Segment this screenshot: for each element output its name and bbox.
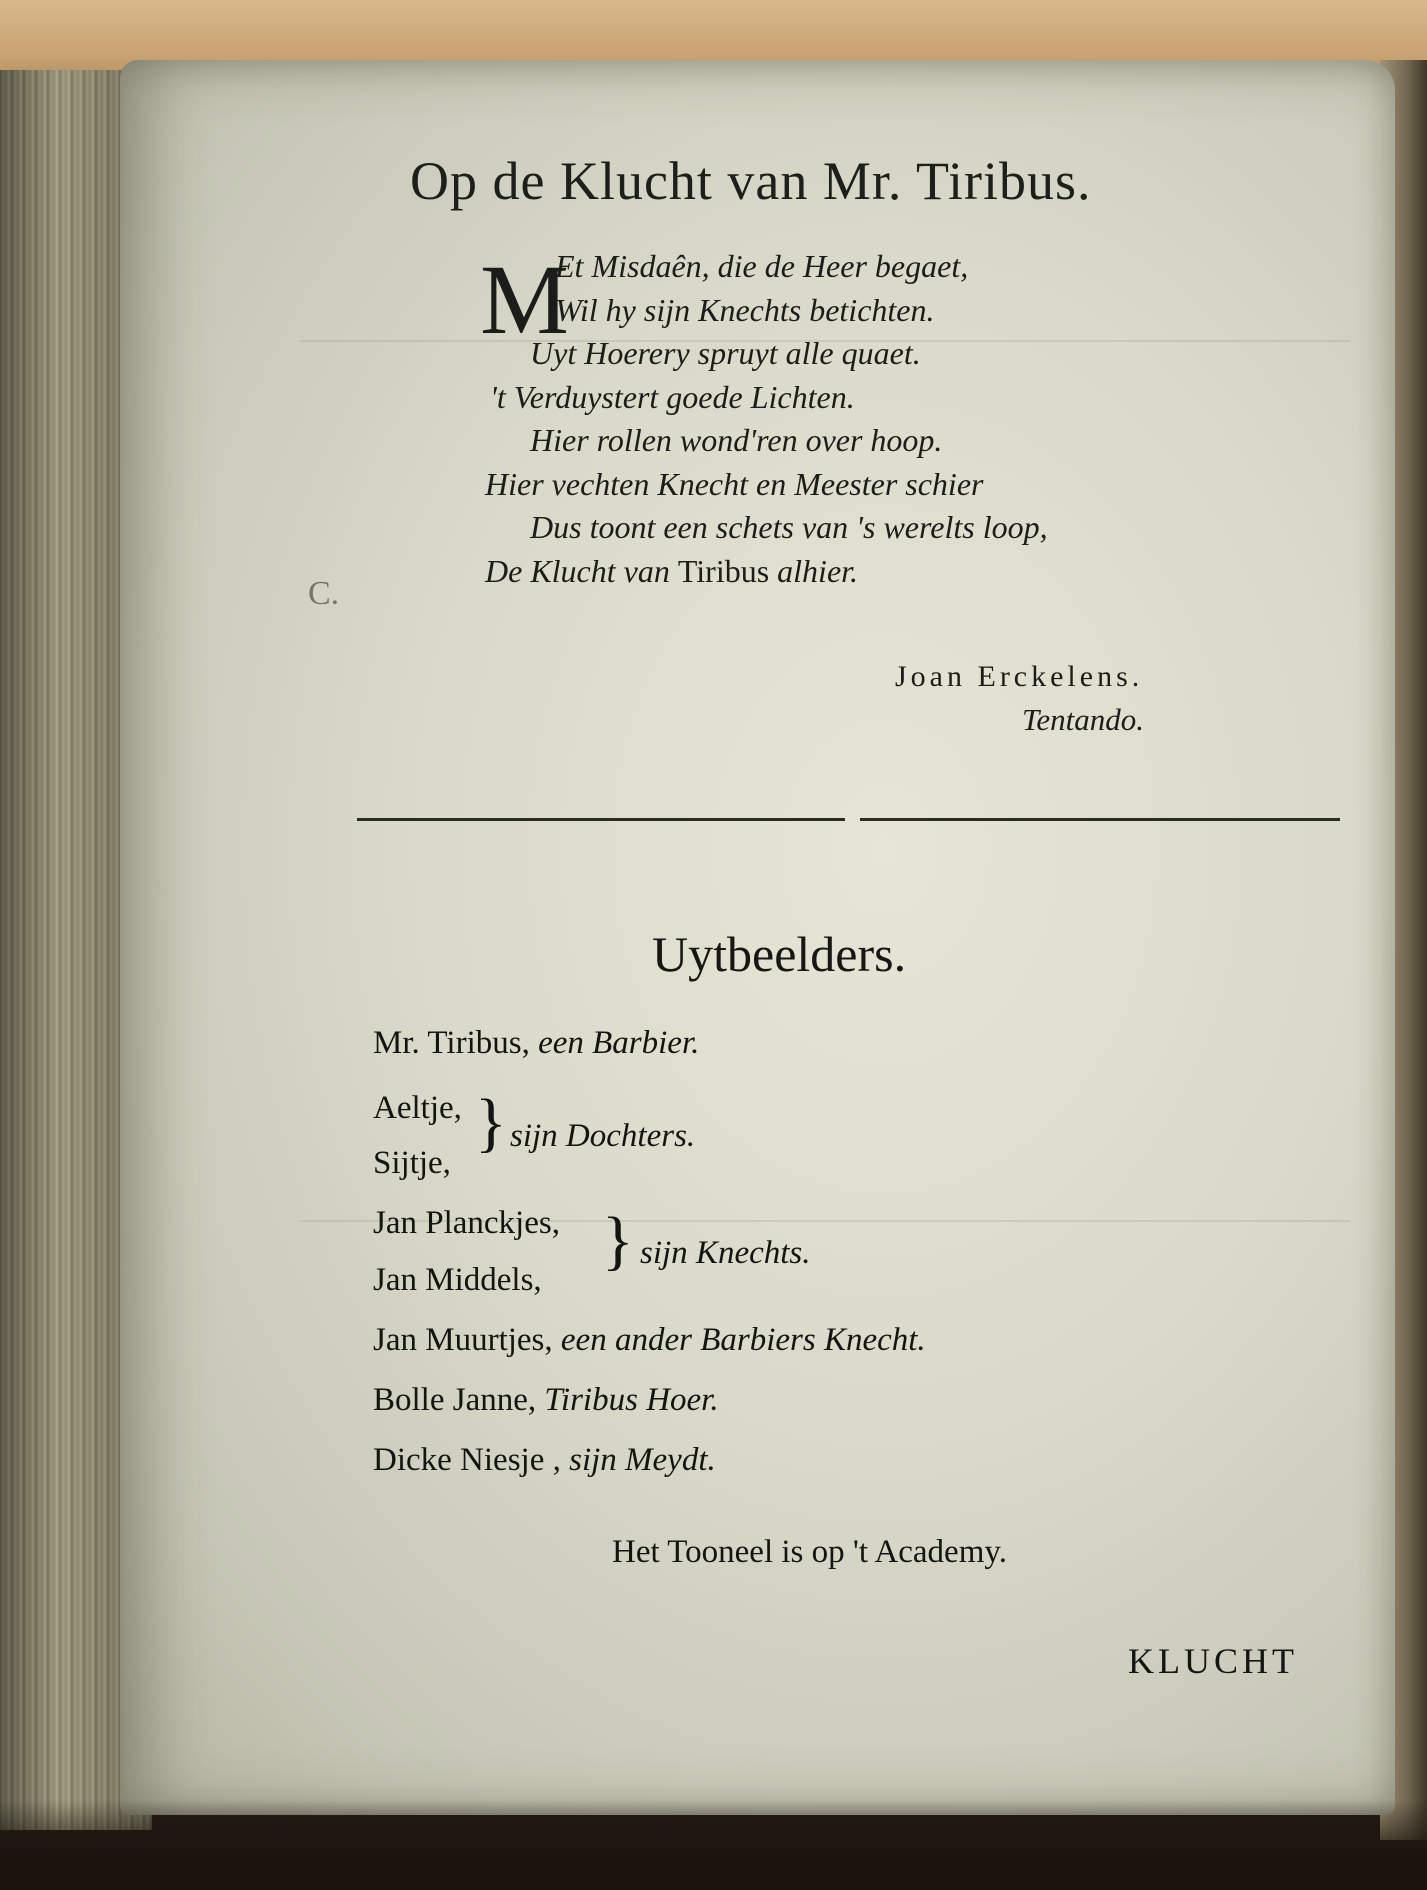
cast-name: Mr. Tiribus, <box>373 1025 530 1061</box>
author-motto: Tentando. <box>1022 702 1145 737</box>
cast-name: Bolle Janne, <box>373 1382 537 1418</box>
cast-name: Aeltje, <box>373 1090 462 1126</box>
brace-icon: } <box>475 1086 507 1159</box>
cast-name: Sijtje, <box>373 1145 451 1181</box>
poem-text: alhier. <box>769 552 859 589</box>
cast-name: Jan Planckjes, <box>373 1205 560 1241</box>
cast-role: een ander Barbiers Knecht. <box>560 1322 926 1358</box>
poem-text: De Klucht van <box>485 552 678 589</box>
cast-entry <box>373 1322 926 1359</box>
poem-text-roman: Tiribus <box>677 552 770 589</box>
section-divider <box>357 818 845 821</box>
drop-cap: M <box>480 244 569 355</box>
cast-name: Jan Muurtjes, <box>373 1322 553 1358</box>
margin-mark: C. <box>308 575 340 612</box>
poem-line: Uyt Hoerery spruyt alle quaet. <box>530 335 921 371</box>
section-divider <box>860 818 1340 821</box>
poem-line: 't Verduystert goede Lichten. <box>490 378 855 415</box>
cast-role: sijn Knechts. <box>640 1235 811 1271</box>
poem-line: Wil hy sijn Knechts betichten. <box>555 291 935 328</box>
poem-line: Hier rollen wond'ren over hoop. <box>530 422 943 458</box>
cast-role: sijn Meydt. <box>569 1442 716 1478</box>
poem-line: Et Misdaên, die de Heer begaet, <box>555 248 969 284</box>
cast-role: Tiribus Hoer. <box>544 1382 719 1418</box>
scene-note: Het Tooneel is op 't Academy. <box>612 1534 1007 1570</box>
catchword: KLUCHT <box>1128 1641 1298 1681</box>
author-signature: Joan Erckelens. <box>895 660 1144 693</box>
brace-icon: } <box>602 1204 634 1277</box>
cast-name: Jan Middels, <box>373 1262 542 1298</box>
dedication-poem <box>480 245 1200 593</box>
cast-entry <box>373 1442 716 1479</box>
cast-entry <box>373 1025 699 1062</box>
cast-entry <box>373 1382 719 1419</box>
cast-name: Dicke Niesje , <box>373 1442 561 1478</box>
poem-title: Op de Klucht van Mr. Tiribus. <box>410 151 1092 211</box>
poem-line: Hier vechten Knecht en Meester schier <box>485 465 984 502</box>
cast-role: een Barbier. <box>538 1025 700 1061</box>
bottom-shadow <box>0 1800 1427 1890</box>
cast-role: sijn Dochters. <box>510 1118 696 1154</box>
poem-line: Dus toont een schets van 's werelts loop, <box>530 509 1048 545</box>
cast-heading: Uytbeelders. <box>652 926 907 982</box>
poem-line <box>480 550 1200 594</box>
